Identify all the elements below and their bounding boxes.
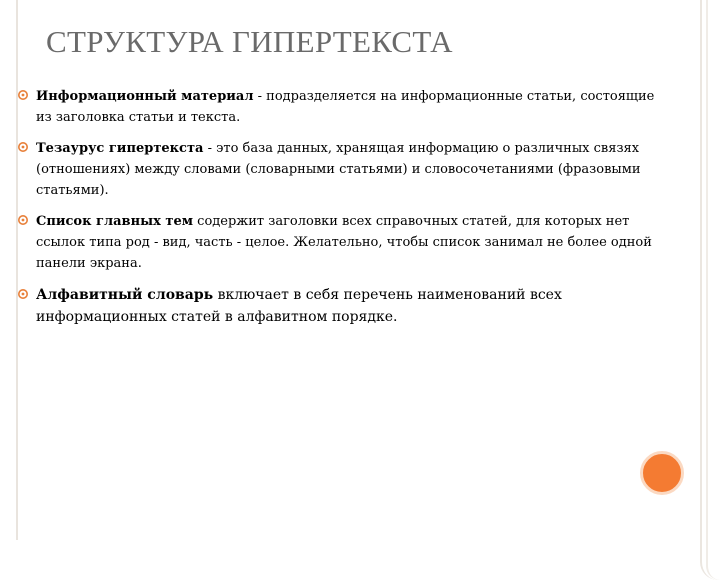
circle-bullet-icon [17,214,29,226]
circle-bullet-icon [17,141,29,153]
item-term: Тезаурус гипертекста [36,141,204,156]
slide-title: СТРУКТУРА ГИПЕРТЕКСТА [46,24,453,59]
right-frame-inner-edge [706,0,720,580]
list-item [14,138,674,201]
circle-bullet-icon [17,288,29,300]
item-term: Список главных тем [36,214,194,229]
item-text: - это база данных, хранящая информацию о различных связях (отношениях) между словами (словарными статьями) и словосочетаниями (фразовыми статьями). [36,141,641,198]
item-text: включает в себя перечень наименований всех информационных статей в алфавитном порядке. [36,287,562,325]
list-item [14,86,674,128]
item-text: - подразделяется на информационные статьи, состоящие из заголовка статьи и текста. [36,89,655,125]
item-term: Информационный материал [36,89,254,104]
list-item [14,284,674,328]
bullet-list [14,86,674,338]
item-term: Алфавитный словарь [36,287,214,303]
list-item [14,211,674,274]
orange-circle-decoration [640,451,684,495]
item-text: содержит заголовки всех справочных статей, для которых нет ссылок типа род - вид, часть - целое. Желательно, чтобы список занимал не более одной панели экрана. [36,214,652,271]
circle-bullet-icon [17,89,29,101]
